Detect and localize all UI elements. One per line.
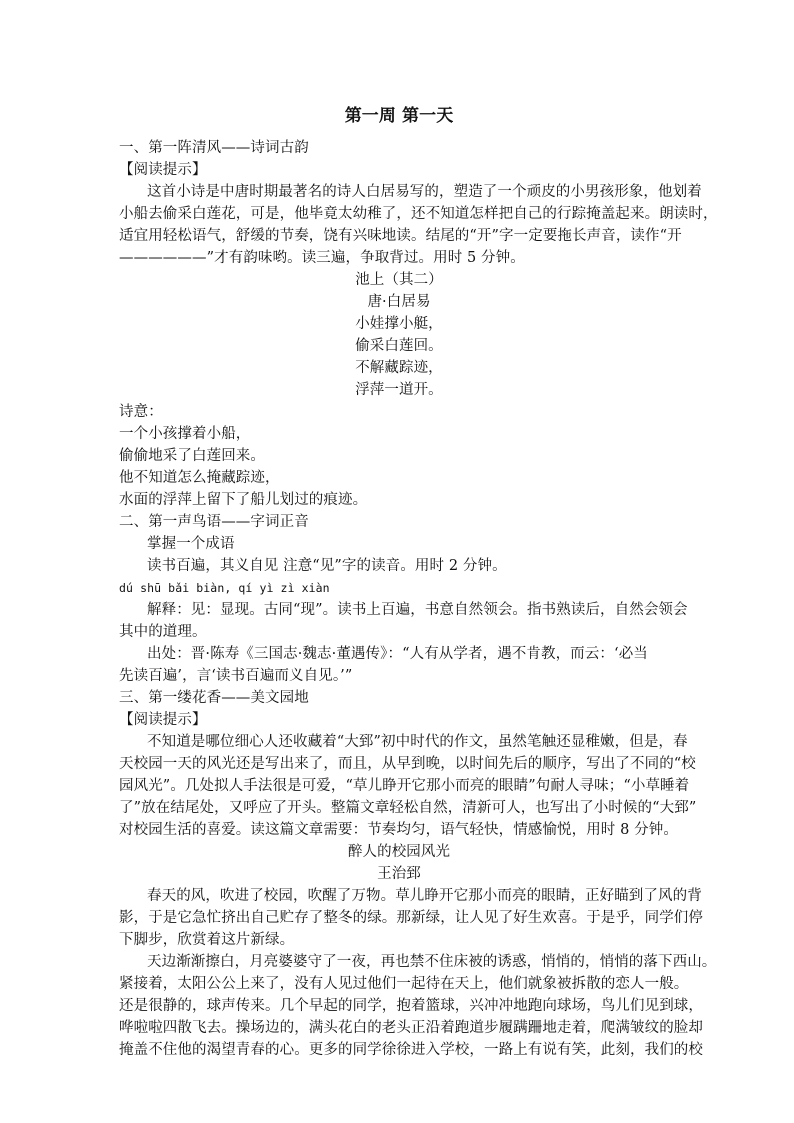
page-title: 第一周 第一天 — [344, 106, 454, 126]
explain-line: 解释：见：显现。古同“现”。读书上百遍，书意自然领会。指书熟读后，自然会领会 — [147, 602, 688, 618]
article-line: 掩盖不住他的渴望青春的心。更多的同学徐徐进入学校，一路上有说有笑，此刻，我们的校 — [119, 1042, 703, 1058]
paragraph-line: 不知道是哪位细心人还收藏着“大郅”初中时代的作文，虽然笔触还显稚嫩，但是，春 — [147, 734, 688, 750]
explain-line: 其中的道理。 — [119, 624, 207, 640]
idiom-pinyin: dú shū bǎi biàn, qí yì zì xiàn — [119, 581, 330, 595]
source-line: 先读百遍’，言‘读书百遍而义自见。’” — [119, 668, 353, 684]
article-line: 紧接着，太阳公公上来了，没有人见过他们一起待在天上，他们就象被拆散的恋人一般。 — [119, 976, 689, 992]
poem-line: 小娃撑小艇， — [355, 316, 443, 332]
section1-heading: 一、第一阵清风——诗词古韵 — [119, 140, 309, 156]
paragraph-line: ——————”才有韵味哟。读三遍，争取背过。用时 5 分钟。 — [119, 250, 525, 266]
idiom-intro: 掌握一个成语 — [147, 536, 235, 552]
meaning-label: 诗意： — [119, 404, 163, 420]
section1-tip-label: 【阅读提示】 — [119, 162, 207, 178]
article-line: 天边渐渐擦白，月亮婆婆守了一夜，再也禁不住床被的诱惑，悄悄的，悄悄的落下西山。 — [147, 954, 717, 970]
meaning-line: 偷偷地采了白莲回来。 — [119, 448, 265, 464]
paragraph-line: 天校园一天的风光还是写出来了，而且，从早到晚，以时间先后的顺序，写出了不同的“校 — [119, 756, 696, 772]
poem-author: 唐·白居易 — [367, 294, 431, 310]
meaning-line: 他不知道怎么掩藏踪迹， — [119, 470, 280, 486]
poem-title: 池上（其二） — [355, 272, 443, 288]
article-line: 春天的风，吹进了校园，吹醒了万物。草儿睁开它那小而亮的眼睛，正好瞄到了风的背 — [147, 888, 702, 904]
section3-tip-label: 【阅读提示】 — [119, 712, 207, 728]
poem-line: 偷采白莲回。 — [355, 338, 443, 354]
paragraph-line: 了”放在结尾处，又呼应了开头。整篇文章轻松自然，清新可人，也写出了小时候的“大郅” — [119, 800, 697, 816]
paragraph-line: 小船去偷采白莲花，可是，他毕竟太幼稚了，还不知道怎样把自己的行踪掩盖起来。朗读时， — [119, 206, 718, 222]
article-line: 还是很静的，球声传来。几个早起的同学，抱着篮球，兴冲冲地跑向球场，鸟儿们见到球， — [119, 998, 703, 1014]
meaning-line: 一个小孩撑着小船， — [119, 426, 251, 442]
poem-line: 不解藏踪迹， — [355, 360, 443, 376]
section3-heading: 三、第一缕花香——美文园地 — [119, 690, 309, 706]
paragraph-line: 适宜用轻松语气，舒缓的节奏，饶有兴味地读。结尾的“开”字一定要拖长声音，读作“开 — [119, 228, 682, 244]
poem-line: 浮萍一道开。 — [355, 382, 443, 398]
article-line: 影，于是它急忙挤出自己贮存了整冬的绿。那新绿，让人见了好生欢喜。于是乎，同学们停 — [119, 910, 703, 926]
article-line: 哗啦啦四散飞去。操场边的，满头花白的老头正沿着跑道步履蹒跚地走着，爬满皱纹的脸却 — [119, 1020, 703, 1036]
paragraph-line: 园风光”。几处拟人手法很是可爱，“草儿睁开它那小而亮的眼睛”句耐人寻味；“小草睡着 — [119, 778, 690, 794]
article-title: 醉人的校园风光 — [347, 844, 451, 860]
meaning-line: 水面的浮萍上留下了船儿划过的痕迹。 — [119, 492, 368, 508]
idiom-line: 读书百遍，其义自见 注意“见”字的读音。用时 2 分钟。 — [147, 558, 507, 574]
article-line: 下脚步，欣赏着这片新绿。 — [119, 932, 295, 948]
source-line: 出处：晋·陈寿《三国志·魏志·董遇传》：“人有从学者，遇不肯教，而云：‘必当 — [147, 646, 648, 662]
paragraph-line: 对校园生活的喜爱。读这篇文章需要：节奏均匀，语气轻快，情感愉悦，用时 8 分钟。 — [119, 822, 678, 838]
paragraph-line: 这首小诗是中唐时期最著名的诗人白居易写的，塑造了一个顽皮的小男孩形象，他划着 — [147, 184, 702, 200]
section2-heading: 二、第一声鸟语——字词正音 — [119, 514, 309, 530]
article-author: 王治郅 — [377, 866, 421, 882]
